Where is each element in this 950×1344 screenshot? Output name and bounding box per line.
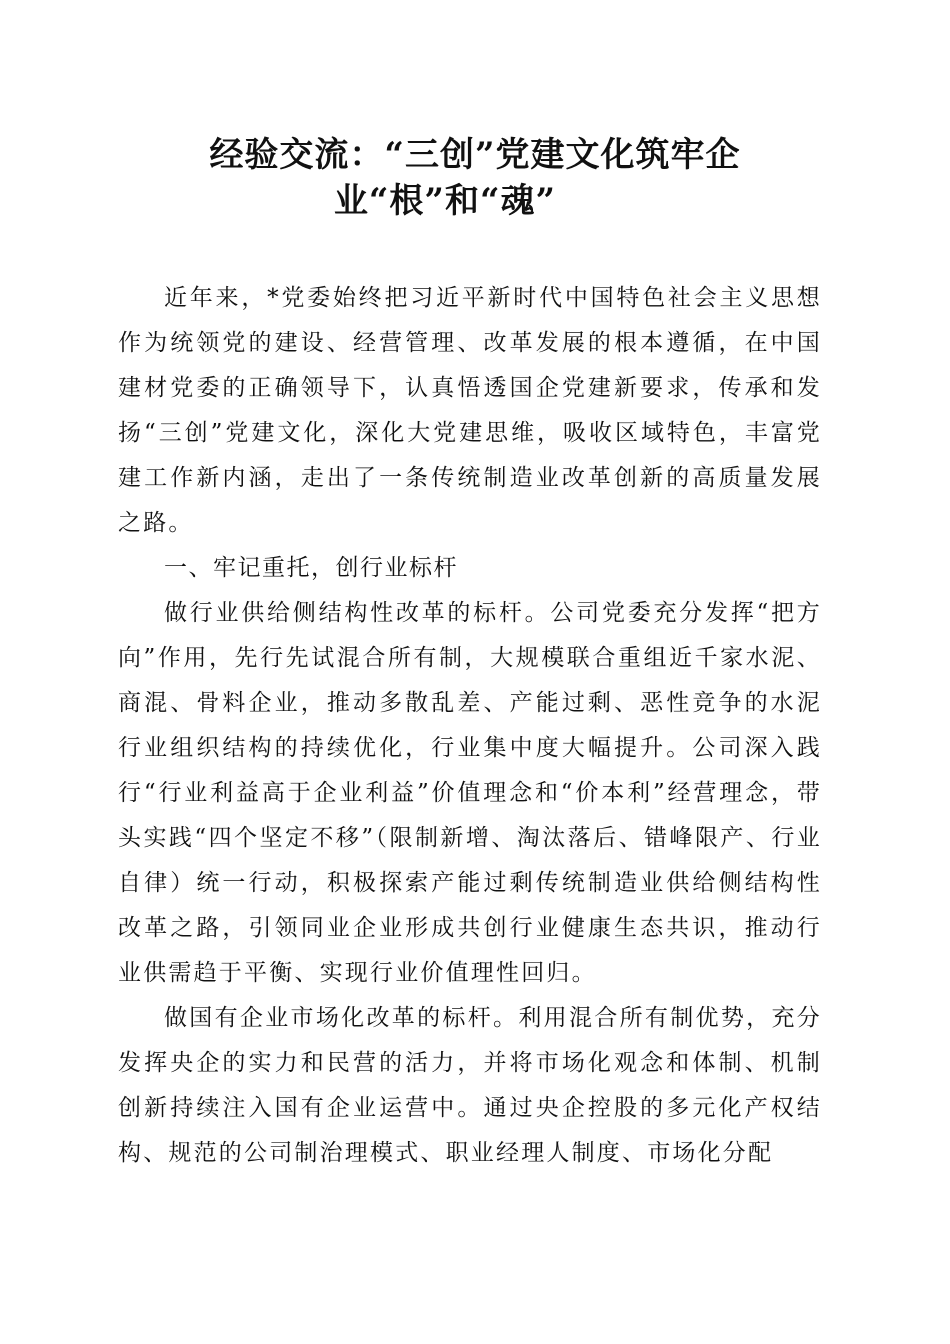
title-line-1: 经验交流：“三创”党建文化筑牢企 bbox=[209, 135, 741, 175]
section-heading: 一、牢记重托，创行业标杆 bbox=[164, 555, 458, 581]
intro-paragraph: 近年来，*党委始终把习近平新时代中国特色社会主义思想作为统领党的建设、经营管理、改革发展的根本遵循，在中国建材党委的正确领导下，认真悟透国企党建新要求，传承和发扬“三创”党建文化，深化大党建思维，吸收区域特色，丰富党建工作新内涵，走出了一条传统制造业改革创新的高质量发展之路。 bbox=[118, 285, 822, 536]
section-paragraph-2: 做国有企业市场化改革的标杆。利用混合所有制优势，充分发挥央企的实力和民营的活力，并将市场化观念和体制、机制创新持续注入国有企业运营中。通过央企控股的多元化产权结构、规范的公司制治理模式、职业经理人制度、市场化分配 bbox=[118, 1005, 822, 1166]
document-body bbox=[118, 276, 822, 1176]
section-paragraph-1: 做行业供给侧结构性改革的标杆。公司党委充分发挥“把方向”作用，先行先试混合所有制，大规模联合重组近千家水泥、商混、骨料企业，推动多散乱差、产能过剩、恶性竞争的水泥行业组织结构的持续优化，行业集中度大幅提升。公司深入践行“行业利益高于企业利益”价值理念和“价本利”经营理念，带头实践“四个坚定不移”（限制新增、淘汰落后、错峰限产、行业自律）统一行动，积极探索产能过剩传统制造业供给侧结构性改革之路，引领同业企业形成共创行业健康生态共识，推动行业供需趋于平衡、实现行业价值理性回归。 bbox=[118, 600, 822, 986]
title-line-2: 业“根”和“魂” bbox=[333, 181, 557, 221]
document-title bbox=[120, 132, 830, 224]
